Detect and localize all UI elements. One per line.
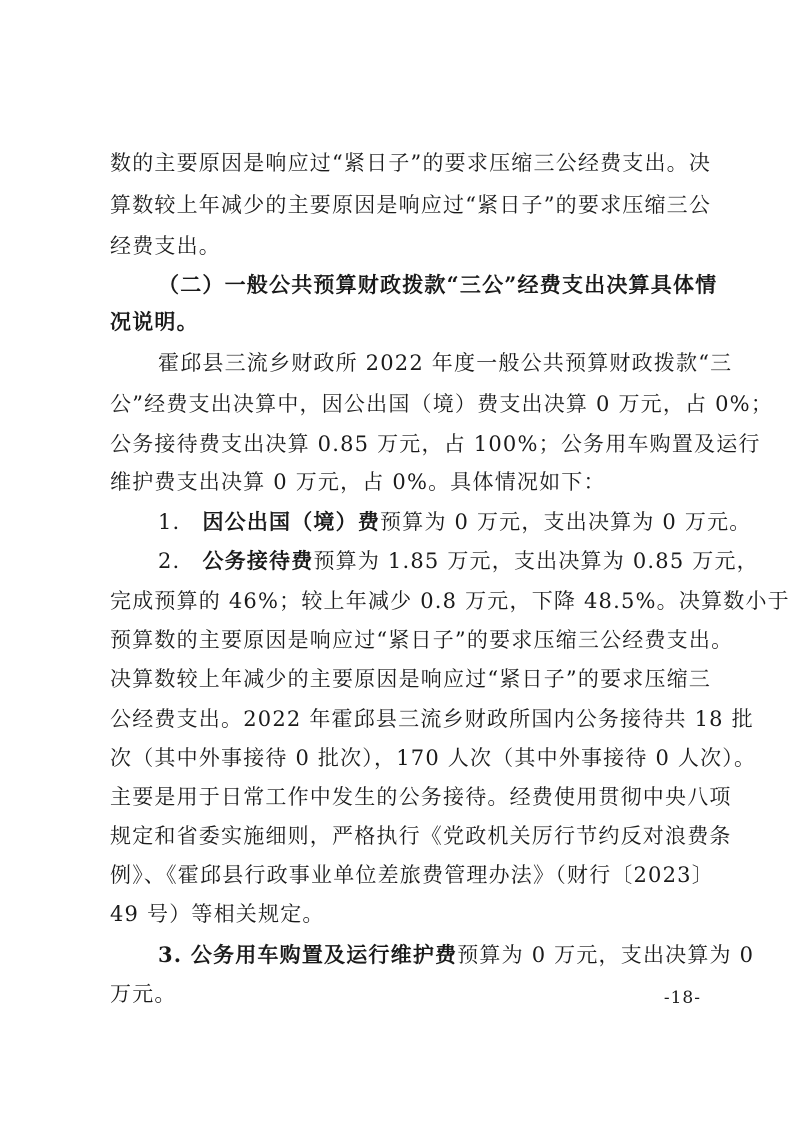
paragraph-line: 万元。 bbox=[110, 982, 177, 1006]
item-number: 1. bbox=[158, 510, 181, 534]
list-item bbox=[158, 507, 751, 537]
paragraph-line: 规定和省委实施细则，严格执行《党政机关厉行节约反对浪费条 bbox=[110, 824, 732, 848]
item-title: 因公出国（境）费 bbox=[202, 509, 381, 534]
paragraph-line: 次（其中外事接待 0 批次），170 人次（其中外事接待 0 人次）。 bbox=[110, 746, 757, 770]
section-heading: （二）一般公共预算财政拨款“三公”经费支出决算具体情 bbox=[158, 272, 718, 297]
paragraph-line: 公”经费支出决算中，因公出国（境）费支出决算 0 万元，占 0%； bbox=[110, 392, 774, 416]
paragraph-line: 主要是用于日常工作中发生的公务接待。经费使用贯彻中央八项 bbox=[110, 785, 732, 809]
paragraph-line: 算数较上年减少的主要原因是响应过“紧日子”的要求压缩三公 bbox=[110, 193, 712, 217]
item-number: 2. bbox=[158, 549, 181, 573]
paragraph-line: 经费支出。 bbox=[110, 234, 221, 258]
paragraph-line: 49 号）等相关规定。 bbox=[110, 902, 325, 926]
paragraph-line: 维护费支出决算 0 万元，占 0%。具体情况如下： bbox=[110, 470, 606, 494]
paragraph-line: 公务接待费支出决算 0.85 万元，占 100%；公务用车购置及运行 bbox=[110, 432, 761, 456]
item-text: 预算为 1.85 万元，支出决算为 0.85 万元， bbox=[313, 549, 759, 573]
page-number: -18- bbox=[663, 988, 701, 1008]
paragraph-line: 公经费支出。2022 年霍邱县三流乡财政所国内公务接待共 18 批 bbox=[110, 707, 754, 731]
paragraph-line: 决算数较上年减少的主要原因是响应过“紧日子”的要求压缩三 bbox=[110, 667, 712, 691]
paragraph-line: 预算数的主要原因是响应过“紧日子”的要求压缩三公经费支出。 bbox=[110, 628, 734, 652]
item-title: 3. 公务用车购置及运行维护费 bbox=[158, 942, 458, 967]
list-item bbox=[158, 546, 759, 576]
paragraph-line: 例》、《霍邱县行政事业单位差旅费管理办法》（财行〔2023〕 bbox=[110, 863, 714, 887]
item-text: 预算为 0 万元，支出决算为 0 万元。 bbox=[380, 510, 752, 534]
paragraph-line: 完成预算的 46%；较上年减少 0.8 万元，下降 48.5%。决算数小于 bbox=[110, 589, 790, 613]
paragraph-line: 数的主要原因是响应过“紧日子”的要求压缩三公经费支出。决 bbox=[110, 151, 712, 175]
item-text: 预算为 0 万元，支出决算为 0 bbox=[457, 943, 755, 967]
list-item bbox=[158, 940, 754, 970]
section-heading: 况说明。 bbox=[110, 309, 199, 334]
item-title: 公务接待费 bbox=[202, 548, 314, 573]
paragraph-line: 霍邱县三流乡财政所 2022 年度一般公共预算财政拨款“三 bbox=[158, 351, 733, 375]
